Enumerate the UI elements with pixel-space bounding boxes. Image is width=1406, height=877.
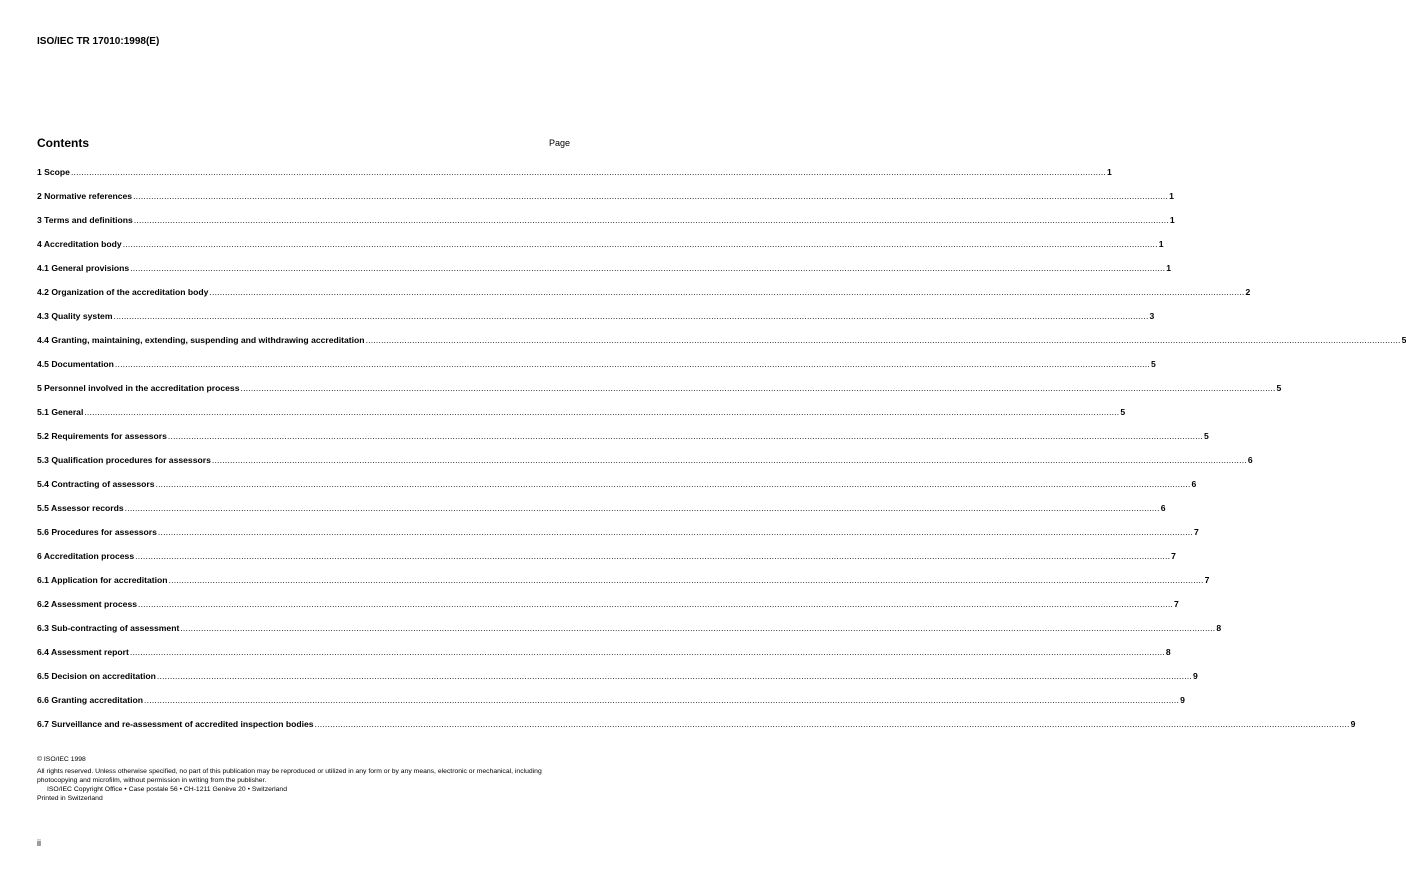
toc-entry-title: 6.6 Granting accreditation: [37, 695, 144, 705]
toc-entry-title: 3 Terms and definitions: [37, 215, 133, 225]
toc-entry[interactable]: [37, 232, 1164, 256]
toc-entry-page: 6: [1191, 479, 1197, 489]
toc-entry-page: 5: [1150, 359, 1156, 369]
toc-leader-dots: ................................................................................................................................................................................................................................................................................................................................................................................................................: [157, 527, 1193, 537]
toc-entry[interactable]: [37, 664, 1198, 688]
toc-entry-title: 4.5 Documentation: [37, 359, 114, 369]
toc-entry[interactable]: [37, 616, 1222, 640]
toc-entry-title: 4.1 General provisions: [37, 263, 130, 273]
table-of-contents: [37, 160, 1406, 736]
toc-entry-title: 5.3 Qualification procedures for assessors: [37, 455, 211, 465]
page-number: ii: [37, 838, 41, 848]
toc-leader-dots: ................................................................................................................................................................................................................................................................................................................................................................................................................: [124, 503, 1160, 513]
toc-leader-dots: ................................................................................................................................................................................................................................................................................................................................................................................................................: [129, 647, 1165, 657]
toc-entry-page: 1: [1158, 239, 1164, 249]
toc-entry-page: 9: [1350, 719, 1356, 729]
toc-entry-page: 5: [1203, 431, 1209, 441]
toc-entry[interactable]: [37, 208, 1175, 232]
toc-entry-page: 5: [1276, 383, 1282, 393]
toc-leader-dots: ................................................................................................................................................................................................................................................................................................................................................................................................................: [167, 431, 1203, 441]
toc-entry-page: 6: [1160, 503, 1166, 513]
copyright-block: [37, 755, 582, 803]
toc-leader-dots: ................................................................................................................................................................................................................................................................................................................................................................................................................: [133, 215, 1169, 225]
toc-entry-page: 1: [1169, 191, 1174, 201]
toc-entry[interactable]: [37, 184, 1174, 208]
toc-entry-page: 8: [1165, 647, 1171, 657]
toc-entry[interactable]: [37, 640, 1171, 664]
toc-entry-title: 6 Accreditation process: [37, 551, 135, 561]
toc-entry-title: 1 Scope: [37, 167, 70, 177]
toc-entry-page: 1: [1169, 215, 1175, 225]
printed-in: Printed in Switzerland: [37, 795, 103, 802]
toc-leader-dots: ................................................................................................................................................................................................................................................................................................................................................................................................................: [84, 407, 1120, 417]
toc-entry-page: 9: [1192, 671, 1198, 681]
toc-entry-page: 7: [1193, 527, 1199, 537]
toc-entry-title: 6.1 Application for accreditation: [37, 575, 168, 585]
toc-entry-title: 4 Accreditation body: [37, 239, 122, 249]
document-id-header: ISO/IEC TR 17010:1998(E): [37, 36, 160, 47]
toc-entry-page: 5: [1120, 407, 1126, 417]
toc-entry[interactable]: [37, 472, 1197, 496]
toc-entry-page: 7: [1174, 599, 1179, 609]
toc-entry[interactable]: [37, 496, 1166, 520]
toc-entry-page: 3: [1149, 311, 1155, 321]
toc-entry-page: 2: [1245, 287, 1251, 297]
toc-entry-page: 7: [1204, 575, 1210, 585]
toc-entry[interactable]: [37, 352, 1156, 376]
toc-entry[interactable]: [37, 544, 1176, 568]
toc-entry[interactable]: [37, 304, 1155, 328]
toc-leader-dots: ................................................................................................................................................................................................................................................................................................................................................................................................................: [168, 575, 1204, 585]
toc-entry-page: 6: [1247, 455, 1253, 465]
toc-leader-dots: ................................................................................................................................................................................................................................................................................................................................................................................................................: [144, 695, 1180, 705]
toc-entry[interactable]: [37, 520, 1199, 544]
toc-entry-title: 5.4 Contracting of assessors: [37, 479, 155, 489]
toc-entry-title: 6.4 Assessment report: [37, 647, 129, 657]
toc-leader-dots: ................................................................................................................................................................................................................................................................................................................................................................................................................: [209, 287, 1245, 297]
toc-entry[interactable]: [37, 160, 1112, 184]
toc-entry[interactable]: [37, 376, 1282, 400]
toc-entry-title: 5.2 Requirements for assessors: [37, 431, 167, 441]
toc-entry-title: 6.2 Assessment process: [37, 599, 137, 609]
toc-leader-dots: ................................................................................................................................................................................................................................................................................................................................................................................................................: [365, 335, 1401, 345]
toc-entry[interactable]: [37, 424, 1209, 448]
toc-entry-title: 4.2 Organization of the accreditation body: [37, 287, 209, 297]
toc-leader-dots: ................................................................................................................................................................................................................................................................................................................................................................................................................: [113, 311, 1149, 321]
toc-entry-title: 2 Normative references: [37, 191, 133, 201]
toc-entry[interactable]: [37, 568, 1210, 592]
toc-entry-page: 5: [1401, 335, 1406, 345]
toc-entry[interactable]: [37, 328, 1406, 352]
toc-entry[interactable]: [37, 592, 1179, 616]
toc-leader-dots: ................................................................................................................................................................................................................................................................................................................................................................................................................: [240, 383, 1276, 393]
toc-leader-dots: ................................................................................................................................................................................................................................................................................................................................................................................................................: [138, 599, 1174, 609]
toc-leader-dots: ................................................................................................................................................................................................................................................................................................................................................................................................................: [135, 551, 1171, 561]
toc-entry-page: 9: [1180, 695, 1185, 705]
toc-leader-dots: ................................................................................................................................................................................................................................................................................................................................................................................................................: [156, 671, 1192, 681]
toc-entry-title: 5.5 Assessor records: [37, 503, 124, 513]
contents-heading: Contents: [37, 136, 89, 150]
rights-statement: All rights reserved. Unless otherwise specified, no part of this publication may be reproduced or utilized in any form or by any means, electronic or mechanical, including photocopying and microfilm, without permission in writing from the publisher.: [37, 768, 542, 784]
toc-entry[interactable]: [37, 400, 1126, 424]
toc-entry-title: 6.7 Surveillance and re-assessment of accredited inspection bodies: [37, 719, 314, 729]
toc-entry-title: 6.5 Decision on accreditation: [37, 671, 156, 681]
toc-leader-dots: ................................................................................................................................................................................................................................................................................................................................................................................................................: [211, 455, 1247, 465]
toc-entry-page: 1: [1166, 263, 1172, 273]
toc-leader-dots: ................................................................................................................................................................................................................................................................................................................................................................................................................: [180, 623, 1216, 633]
toc-leader-dots: ................................................................................................................................................................................................................................................................................................................................................................................................................: [130, 263, 1166, 273]
toc-entry-title: 4.3 Quality system: [37, 311, 113, 321]
toc-leader-dots: ................................................................................................................................................................................................................................................................................................................................................................................................................: [122, 239, 1158, 249]
toc-entry[interactable]: [37, 712, 1356, 736]
toc-entry-title: 4.4 Granting, maintaining, extending, suspending and withdrawing accreditation: [37, 335, 365, 345]
toc-entry[interactable]: [37, 688, 1185, 712]
toc-leader-dots: ................................................................................................................................................................................................................................................................................................................................................................................................................: [70, 167, 1107, 177]
toc-leader-dots: ................................................................................................................................................................................................................................................................................................................................................................................................................: [314, 719, 1350, 729]
toc-entry-title: 5.1 General: [37, 407, 84, 417]
toc-entry-page: 7: [1171, 551, 1176, 561]
toc-entry[interactable]: [37, 448, 1253, 472]
toc-entry-title: 5.6 Procedures for assessors: [37, 527, 157, 537]
toc-entry[interactable]: [37, 256, 1172, 280]
toc-entry-page: 8: [1216, 623, 1222, 633]
toc-entry-page: 1: [1107, 167, 1112, 177]
toc-entry-title: 6.3 Sub-contracting of assessment: [37, 623, 180, 633]
toc-leader-dots: ................................................................................................................................................................................................................................................................................................................................................................................................................: [155, 479, 1191, 489]
toc-leader-dots: ................................................................................................................................................................................................................................................................................................................................................................................................................: [133, 191, 1169, 201]
toc-entry-title: 5 Personnel involved in the accreditation process: [37, 383, 240, 393]
toc-leader-dots: ................................................................................................................................................................................................................................................................................................................................................................................................................: [114, 359, 1150, 369]
copyright-notice: © ISO/IEC 1998: [37, 756, 86, 763]
page-column-label: Page: [548, 138, 570, 148]
toc-entry[interactable]: [37, 280, 1251, 304]
copyright-office-address: ISO/IEC Copyright Office • Case postale 56 • CH-1211 Genève 20 • Switzerland: [47, 786, 287, 793]
